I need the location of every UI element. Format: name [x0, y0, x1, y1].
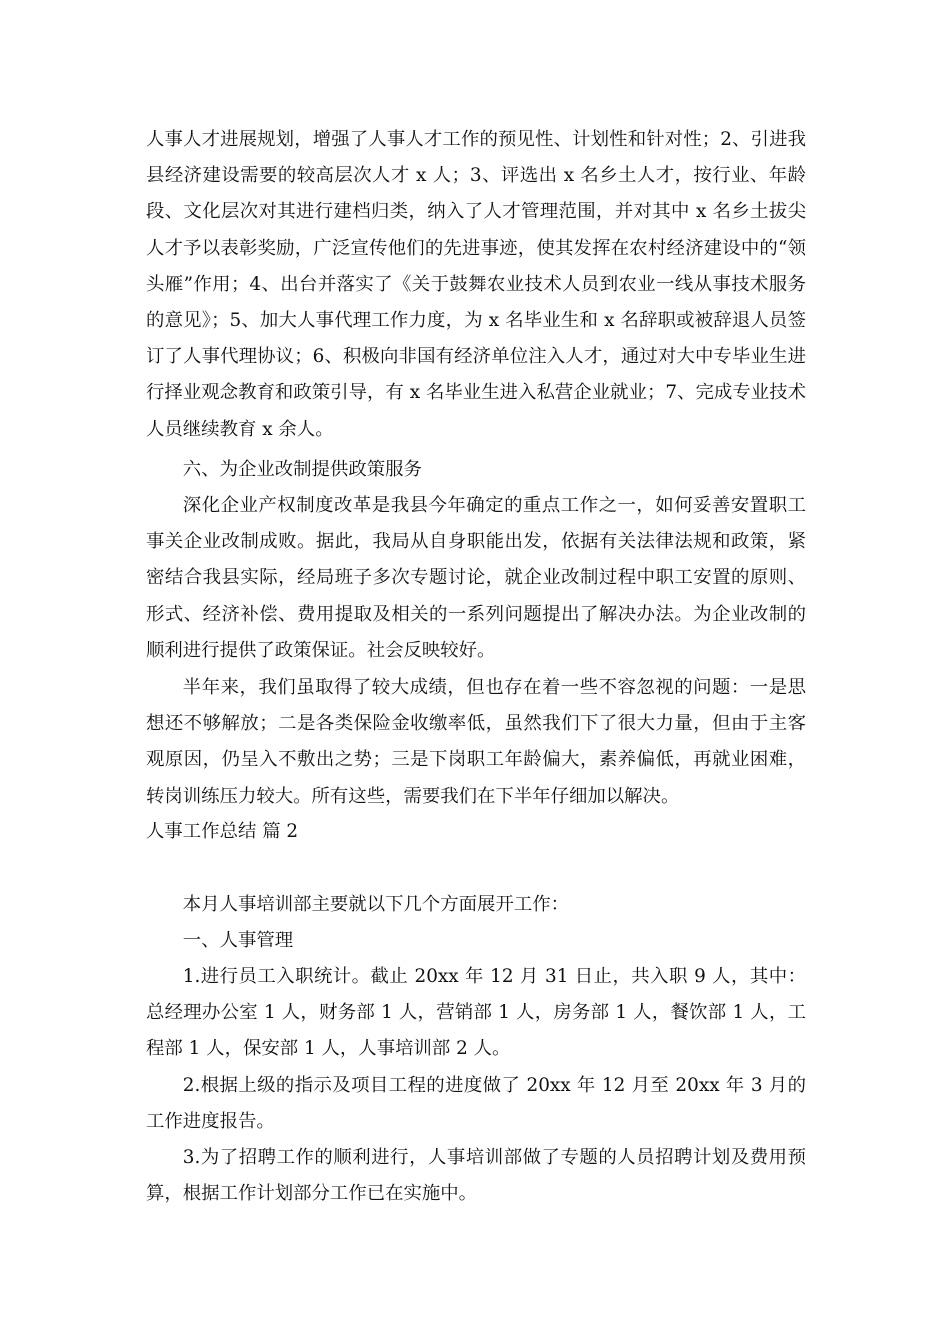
paragraph-onboarding-stats: 1.进行员工入职统计。截止 20xx 年 12 月 31 日止，共入职 9 人，其中：总经理办公室 1 人，财务部 1 人，营销部 1 人，房务部 1 人，餐饮部 1 人，工程部 1 人，保安部 1 人，人事培训部 2 人。	[146, 966, 806, 1060]
paragraph-recruitment-plan: 3.为了招聘工作的顺利进行，人事培训部做了专题的人员招聘计划及费用预算，根据工作计划部分工作已在实施中。	[146, 1147, 806, 1205]
subheading-hr-management: 一、人事管理	[182, 930, 294, 951]
paragraph-talent-planning: 人事人才进展规划，增强了人事人才工作的预见性、计划性和针对性；2、引进我县经济建设需要的较高层次人才 x 人；3、评选出 x 名乡土人才，按行业、年龄段、文化层次对其进行建档归类，纳入了人才管理范围，并对其中 x 名乡土拔尖人才予以表彰奖励，广泛宣传他们的先进事迹，使其发挥在农村经济建设中的“领头雁”作用；4、出台并落实了《关于鼓舞农业技术人员到农业一线从事技术服务的意见》；5、加大人事代理工作力度，为 x 名毕业生和 x 名辞职或被辞退人员签订了人事代理协议；6、积极向非国有经济单位注入人才，通过对大中专毕业生进行择业观念教育和政策引导，有 x 名毕业生进入私营企业就业；7、完成专业技术人员继续教育 x 余人。	[146, 129, 806, 440]
section-title: 人事工作总结 篇 2	[146, 821, 299, 842]
paragraph-progress-report: 2.根据上级的指示及项目工程的进度做了 20xx 年 12 月至 20xx 年 3 月的工作进度报告。	[146, 1075, 806, 1133]
paragraph-enterprise-reform: 深化企业产权制度改革是我县今年确定的重点工作之一，如何妥善安置职工事关企业改制成败。据此，我局从自身职能出发，依据有关法律法规和政策，紧密结合我县实际，经局班子多次专题讨论，就企业改制过程中职工安置的原则、形式、经济补偿、费用提取及相关的一系列问题提出了解决办法。为企业改制的顺利进行提供了政策保证。社会反映较好。	[146, 495, 806, 661]
subheading-enterprise-reform: 六、为企业改制提供政策服务	[182, 459, 422, 480]
paragraph-problems: 半年来，我们虽取得了较大成绩，但也存在着一些不容忽视的问题：一是思想还不够解放；二是各类保险金收缴率低，虽然我们下了很大力量，但由于主客观原因，仍呈入不敷出之势；三是下岗职工年龄偏大，素养偏低，再就业困难，转岗训练压力较大。所有这些，需要我们在下半年仔细加以解决。	[146, 677, 806, 807]
paragraph-intro: 本月人事培训部主要就以下几个方面展开工作：	[182, 894, 570, 915]
